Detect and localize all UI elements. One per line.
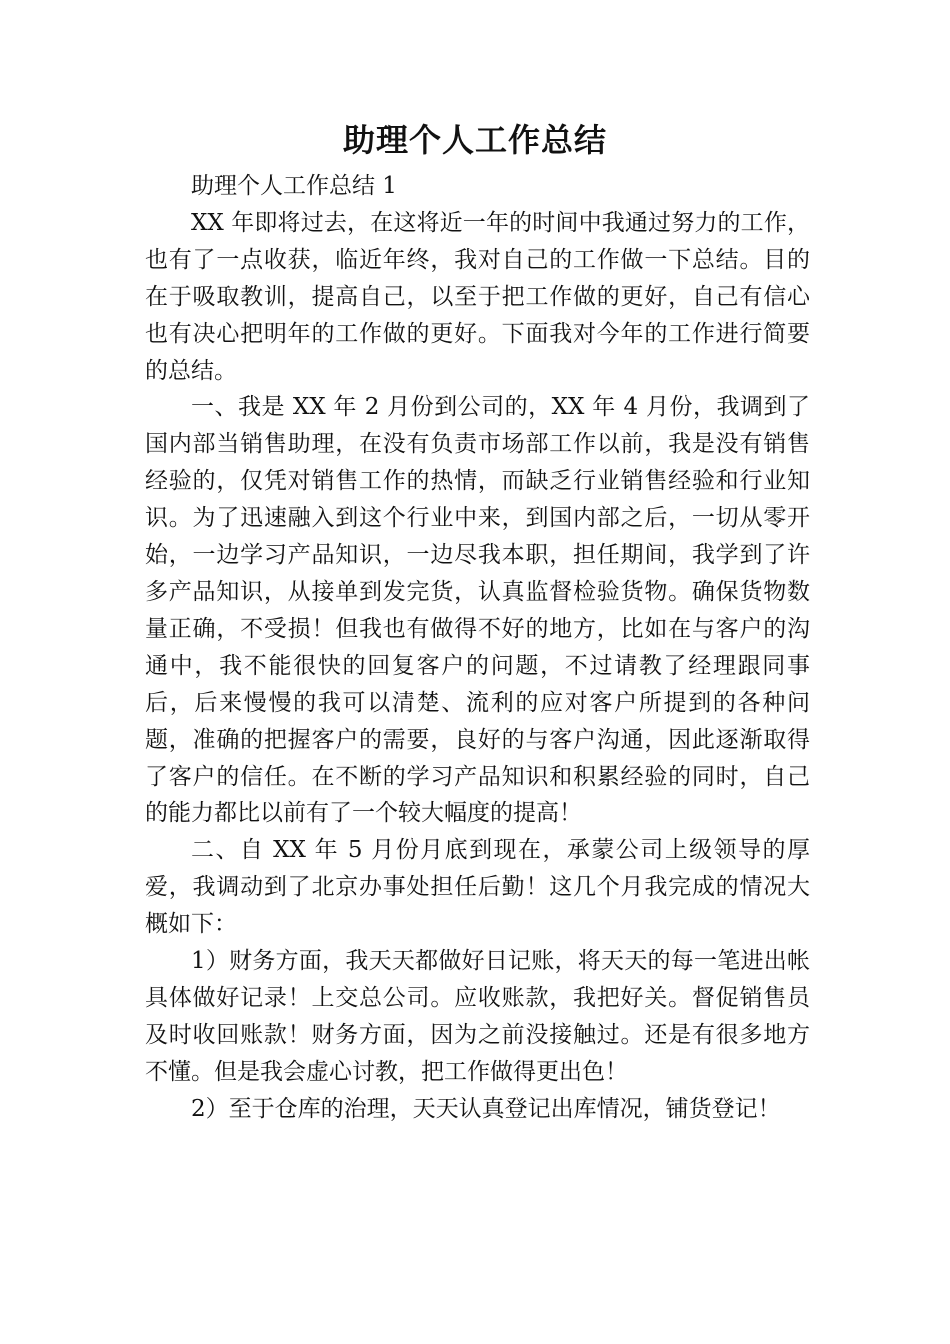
paragraph-part-two: 二、自 XX 年 5 月份月底到现在，承蒙公司上级领导的厚爱，我调动到了北京办事处担任后勤！这几个月我完成的情况大概如下：: [145, 837, 810, 938]
paragraph-finance: 1）财务方面，我天天都做好日记账，将天天的每一笔进出帐具体做好记录！上交总公司。应收账款，我把好关。督促销售员及时收回账款！财务方面，因为之前没接触过。还是有很多地方不懂。但是我会虚心讨教，把工作做得更出色！: [145, 948, 810, 1085]
paragraph-intro: XX 年即将过去，在这将近一年的时间中我通过努力的工作，也有了一点收获，临近年终，我对自己的工作做一下总结。目的在于吸取教训，提高自己，以至于把工作做的更好，自己有信心也有决心把明年的工作做的更好。下面我对今年的工作进行简要的总结。: [145, 209, 810, 384]
section-heading: 助理个人工作总结 1: [191, 173, 397, 199]
document-title: 助理个人工作总结: [342, 121, 607, 159]
document-body: [145, 168, 810, 1128]
paragraph-warehouse: 2）至于仓库的治理，天天认真登记出库情况，铺货登记！: [191, 1095, 781, 1122]
paragraph-part-one: 一、我是 XX 年 2 月份到公司的，XX 年 4 月份，我调到了国内部当销售助理，在没有负责市场部工作以前，我是没有销售经验的，仅凭对销售工作的热情，而缺乏行业销售经验和行业知识。为了迅速融入到这个行业中来，到国内部之后，一切从零开始，一边学习产品知识，一边尽我本职，担任期间，我学到了许多产品知识，从接单到发完货，认真监督检验货物。确保货物数量正确，不受损！但我也有做得不好的地方，比如在与客户的沟通中，我不能很快的回复客户的问题，不过请教了经理跟同事后，后来慢慢的我可以清楚、流利的应对客户所提到的各种问题，准确的把握客户的需要，良好的与客户沟通，因此逐渐取得了客户的信任。在不断的学习产品知识和积累经验的同时，自己的能力都比以前有了一个较大幅度的提高！: [145, 394, 810, 827]
